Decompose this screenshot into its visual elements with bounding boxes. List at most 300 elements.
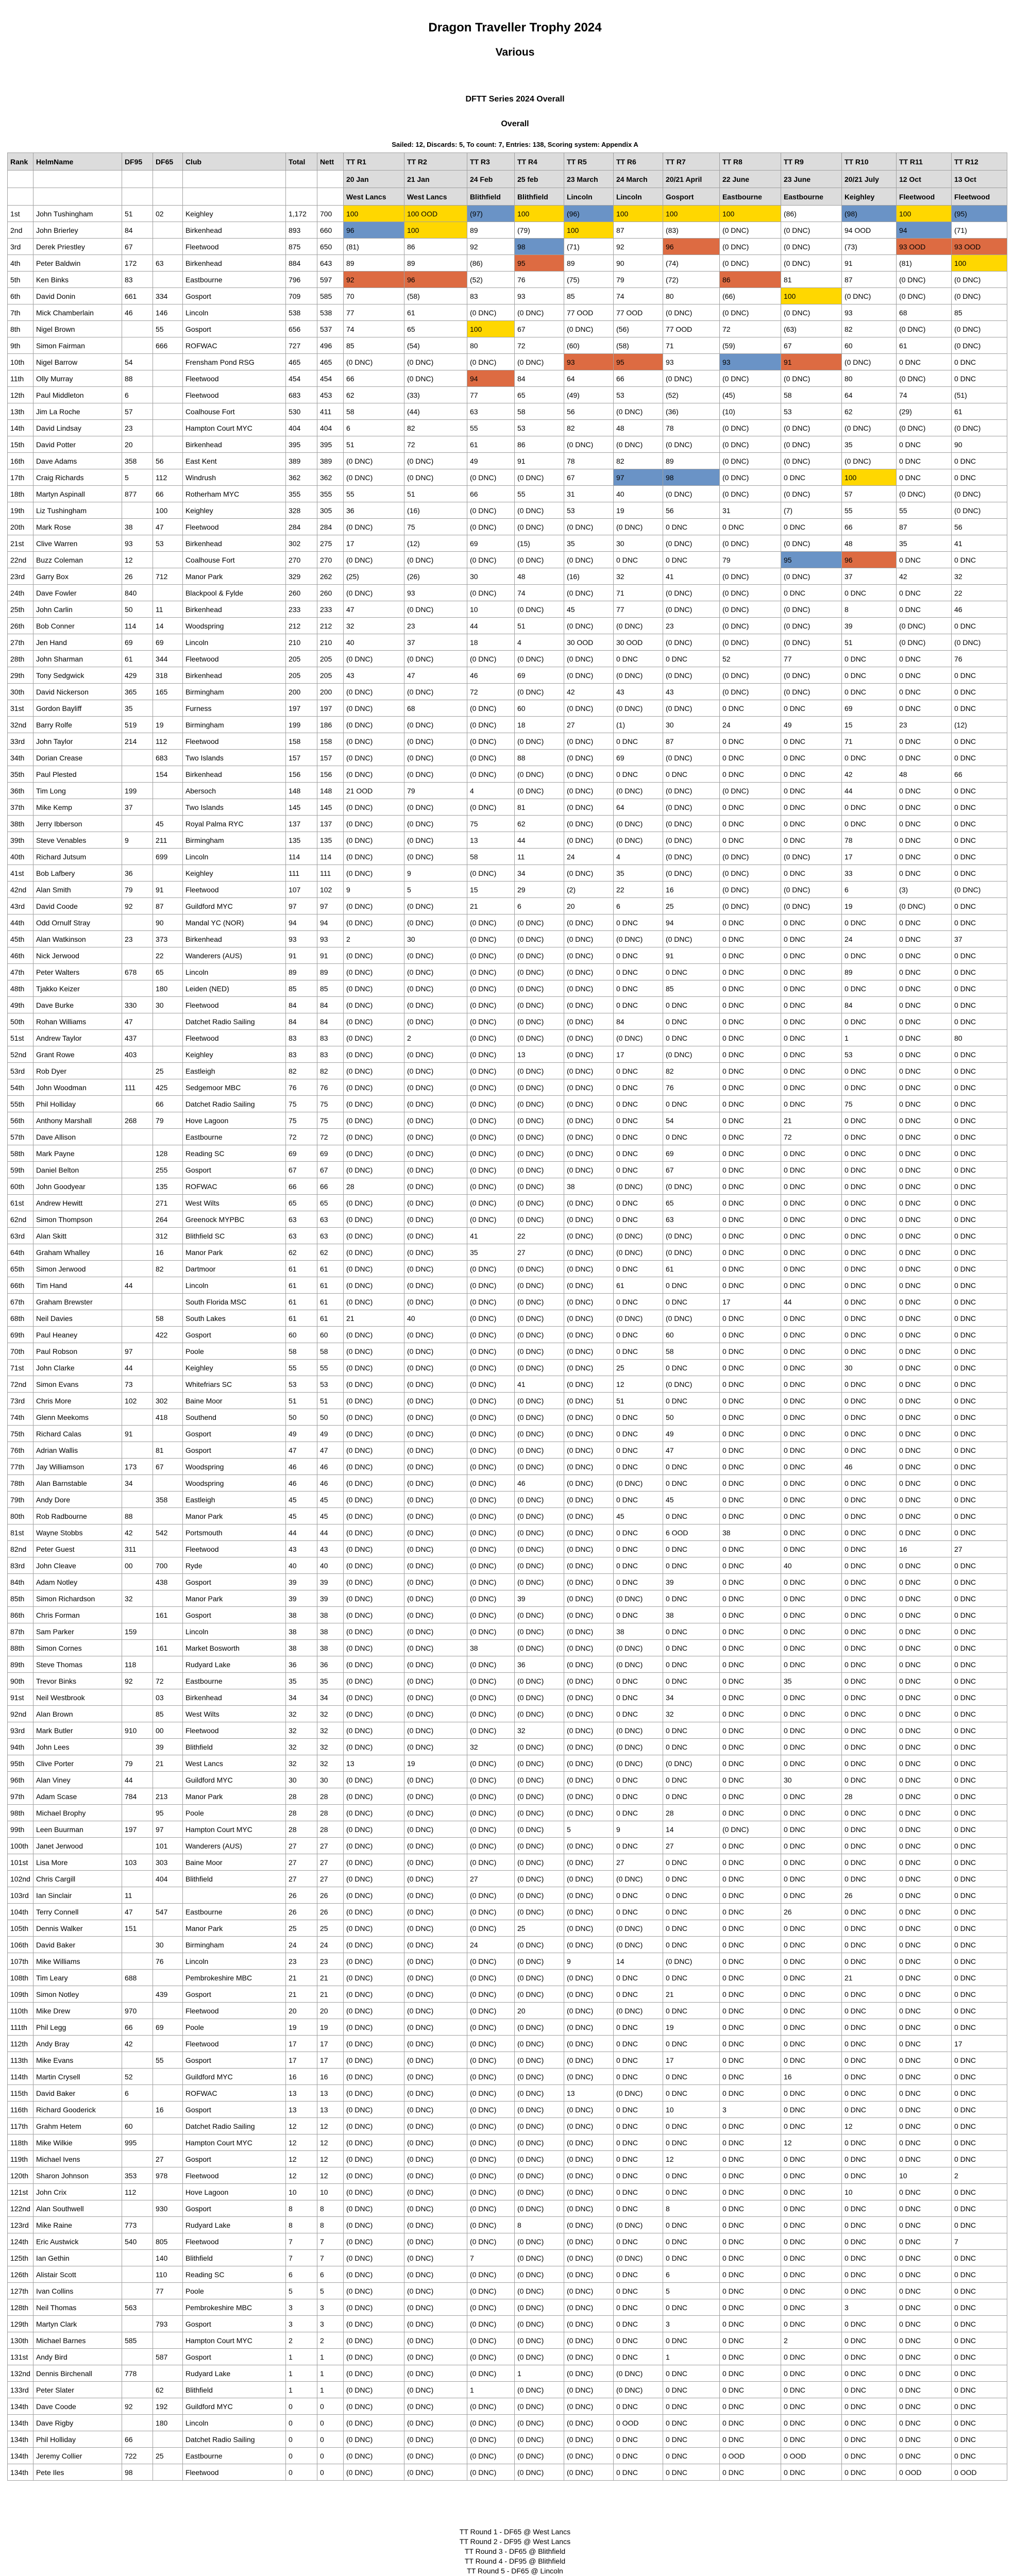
race-score-cell: (0 DNC) xyxy=(719,783,781,799)
helm-name-cell: John Lees xyxy=(33,1739,122,1755)
race-score-cell: 48 xyxy=(896,766,951,783)
rank-cell: 9th xyxy=(8,337,33,354)
race-score-cell: 0 DNC xyxy=(896,2069,951,2085)
race-score-cell: 9 xyxy=(564,1953,613,1970)
table-row xyxy=(8,1360,1007,1376)
total-cell: 40 xyxy=(285,1557,317,1574)
table-row xyxy=(8,2431,1007,2448)
helm-name-cell: Mike Drew xyxy=(33,2003,122,2019)
helm-name-cell: John Tushingham xyxy=(33,206,122,222)
race-score-cell: (0 DNC) xyxy=(613,2382,663,2398)
nett-cell: 585 xyxy=(317,288,343,304)
race-score-cell: (0 DNC) xyxy=(951,634,1007,651)
race-score-cell: 0 DNC xyxy=(896,1129,951,1145)
race-score-cell: 0 DNC xyxy=(951,1706,1007,1722)
race-score-cell: 0 DNC xyxy=(781,964,841,980)
race-score-cell: (0 DNC) xyxy=(514,304,564,321)
df65-sail-cell xyxy=(153,799,182,816)
race-score-cell: (0 DNC) xyxy=(343,1623,404,1640)
race-score-cell: 0 DNC xyxy=(951,1459,1007,1475)
df65-sail-cell xyxy=(153,1046,182,1063)
df95-sail-cell: 103 xyxy=(122,1854,153,1871)
race-score-cell: (0 DNC) xyxy=(613,1178,663,1195)
race-score-cell: 0 DNC xyxy=(841,1986,896,2003)
race-score-cell: 0 DNC xyxy=(951,1805,1007,1821)
race-score-cell: 0 DNC xyxy=(896,2134,951,2151)
club-cell: Fleetwood xyxy=(182,387,285,403)
race-score-cell: 5 xyxy=(663,2283,719,2299)
race-score-cell: 2 xyxy=(343,931,404,947)
table-row xyxy=(8,1689,1007,1706)
nett-cell: 186 xyxy=(317,717,343,733)
df65-sail-cell: 25 xyxy=(153,2448,182,2464)
nett-cell: 32 xyxy=(317,1739,343,1755)
race-header-date: 12 Oct xyxy=(896,171,951,188)
club-cell: Portsmouth xyxy=(182,1524,285,1541)
rank-cell: 62nd xyxy=(8,1211,33,1228)
df65-sail-cell xyxy=(153,354,182,370)
race-score-cell: (0 DNC) xyxy=(343,1376,404,1393)
race-score-cell: 0 DNC xyxy=(613,1327,663,1343)
helm-name-cell: Barry Rolfe xyxy=(33,717,122,733)
rank-cell: 115th xyxy=(8,2085,33,2102)
df95-sail-cell xyxy=(122,1063,153,1079)
helm-name-cell: Clive Porter xyxy=(33,1755,122,1772)
race-score-cell: 0 DNC xyxy=(719,1178,781,1195)
race-score-cell: 60 xyxy=(841,337,896,354)
race-score-cell: (0 DNC) xyxy=(514,601,564,618)
race-score-cell: 0 DNC xyxy=(781,1788,841,1805)
header-row-venue xyxy=(8,188,1007,206)
df95-sail-cell: 88 xyxy=(122,370,153,387)
race-score-cell: (0 DNC) xyxy=(514,931,564,947)
race-score-cell: (0 DNC) xyxy=(467,1277,514,1294)
race-score-cell: 0 DNC xyxy=(951,799,1007,816)
race-score-cell: 100 xyxy=(564,222,613,239)
race-score-cell: 65 xyxy=(514,387,564,403)
race-score-cell: 61 xyxy=(613,1277,663,1294)
race-score-cell: 6 OOD xyxy=(663,1524,719,1541)
race-score-cell: (3) xyxy=(896,882,951,898)
race-score-cell: (0 DNC) xyxy=(404,1178,467,1195)
nett-cell: 12 xyxy=(317,2167,343,2184)
race-score-cell: 0 DNC xyxy=(663,1475,719,1492)
race-score-cell: 0 DNC xyxy=(663,1871,719,1887)
race-score-cell: 0 DNC xyxy=(841,2036,896,2052)
race-score-cell: (0 DNC) xyxy=(343,766,404,783)
df95-sail-cell: 661 xyxy=(122,288,153,304)
round-legend-item: TT Round 4 - DF95 @ Blithfield xyxy=(464,2557,566,2565)
race-score-cell: 0 DNC xyxy=(781,1261,841,1277)
race-score-cell: (0 DNC) xyxy=(613,1228,663,1244)
race-score-cell: 0 DNC xyxy=(896,2184,951,2200)
club-cell: Birkenhead xyxy=(182,535,285,552)
nett-cell: 700 xyxy=(317,206,343,222)
race-score-cell: (0 DNC) xyxy=(841,453,896,469)
race-score-cell: (0 DNC) xyxy=(564,1492,613,1508)
race-score-cell: (0 DNC) xyxy=(467,1574,514,1590)
race-score-cell: 48 xyxy=(841,535,896,552)
race-score-cell: (0 DNC) xyxy=(951,288,1007,304)
helm-name-cell: Anthony Marshall xyxy=(33,1112,122,1129)
df95-sail-cell: 678 xyxy=(122,964,153,980)
nett-cell: 453 xyxy=(317,387,343,403)
race-score-cell: (0 DNC) xyxy=(404,964,467,980)
race-score-cell: 0 DNC xyxy=(951,1689,1007,1706)
race-score-cell: (81) xyxy=(896,255,951,272)
df65-sail-cell xyxy=(153,2299,182,2316)
df65-sail-cell xyxy=(153,2036,182,2052)
total-cell: 260 xyxy=(285,585,317,601)
table-row xyxy=(8,849,1007,865)
race-score-cell: (0 DNC) xyxy=(951,337,1007,354)
race-score-cell: (0 DNC) xyxy=(781,222,841,239)
race-score-cell: 0 DNC xyxy=(951,980,1007,997)
race-score-cell: 0 DNC xyxy=(841,667,896,684)
helm-name-cell: Peter Walters xyxy=(33,964,122,980)
race-score-cell: (0 DNC) xyxy=(564,2382,613,2398)
race-score-cell: (71) xyxy=(564,239,613,255)
race-score-cell: 0 DNC xyxy=(841,2085,896,2102)
race-score-cell: 0 DNC xyxy=(781,914,841,931)
race-score-cell: (0 DNC) xyxy=(663,634,719,651)
race-score-cell: (0 DNC) xyxy=(564,1063,613,1079)
nett-cell: 24 xyxy=(317,1937,343,1953)
table-row xyxy=(8,2398,1007,2415)
race-score-cell: 41 xyxy=(951,535,1007,552)
df65-sail-cell xyxy=(153,865,182,882)
club-cell: East Kent xyxy=(182,453,285,469)
race-score-cell: 0 DNC xyxy=(896,2283,951,2299)
nett-cell: 0 xyxy=(317,2464,343,2481)
helm-name-cell: Paul Middleton xyxy=(33,387,122,403)
race-score-cell: 56 xyxy=(663,502,719,519)
race-score-cell: 0 DNC xyxy=(613,1261,663,1277)
race-score-cell: 0 DNC xyxy=(896,832,951,849)
race-score-cell: 0 DNC xyxy=(841,1063,896,1079)
total-cell: 13 xyxy=(285,2102,317,2118)
race-score-cell: 0 DNC xyxy=(719,1590,781,1607)
race-score-cell: (0 DNC) xyxy=(514,1706,564,1722)
race-score-cell: (0 DNC) xyxy=(404,2283,467,2299)
race-score-cell: 0 DNC xyxy=(841,2349,896,2365)
df65-sail-cell: 146 xyxy=(153,304,182,321)
helm-name-cell: Dave Burke xyxy=(33,997,122,1013)
race-score-cell: 0 DNC xyxy=(896,1689,951,1706)
race-score-cell: (0 DNC) xyxy=(564,1541,613,1557)
race-score-cell: (0 DNC) xyxy=(564,1871,613,1887)
race-score-cell: (0 DNC) xyxy=(343,1426,404,1442)
race-score-cell: (0 DNC) xyxy=(781,239,841,255)
race-score-cell: 0 DNC xyxy=(663,766,719,783)
race-score-cell: 0 DNC xyxy=(841,1277,896,1294)
race-score-cell: 0 DNC xyxy=(896,1722,951,1739)
race-score-cell: (0 DNC) xyxy=(564,1162,613,1178)
race-score-cell: 61 xyxy=(467,436,514,453)
total-cell: 21 xyxy=(285,1970,317,1986)
race-score-cell: (0 DNC) xyxy=(343,1557,404,1574)
race-score-cell: 47 xyxy=(404,667,467,684)
race-score-cell: (0 DNC) xyxy=(781,420,841,436)
club-cell: Fleetwood xyxy=(182,2003,285,2019)
total-cell: 302 xyxy=(285,535,317,552)
race-score-cell: (0 DNC) xyxy=(404,750,467,766)
rank-cell: 10th xyxy=(8,354,33,370)
club-cell: Fleetwood xyxy=(182,2233,285,2250)
helm-name-cell: Buzz Coleman xyxy=(33,552,122,568)
race-score-cell: (0 DNC) xyxy=(564,1838,613,1854)
club-cell: Fleetwood xyxy=(182,651,285,667)
table-row xyxy=(8,783,1007,799)
nett-cell: 12 xyxy=(317,2134,343,2151)
df95-sail-cell xyxy=(122,1261,153,1277)
race-score-cell: 0 DNC xyxy=(896,2250,951,2266)
club-cell: Keighley xyxy=(182,502,285,519)
race-score-cell: 0 DNC xyxy=(781,865,841,882)
df95-sail-cell: 159 xyxy=(122,1623,153,1640)
race-header-date: 23 June xyxy=(781,171,841,188)
race-score-cell: (0 DNC) xyxy=(719,568,781,585)
table-row xyxy=(8,1442,1007,1459)
race-score-cell: 0 DNC xyxy=(896,1640,951,1656)
nett-cell: 2 xyxy=(317,2332,343,2349)
race-score-cell: 100 xyxy=(467,321,514,337)
race-score-cell: (0 DNC) xyxy=(564,2250,613,2266)
race-score-cell: (0 DNC) xyxy=(781,370,841,387)
nett-cell: 5 xyxy=(317,2283,343,2299)
race-score-cell: (0 DNC) xyxy=(343,1195,404,1211)
rank-cell: 104th xyxy=(8,1904,33,1920)
race-score-cell: 0 DNC xyxy=(663,2167,719,2184)
race-score-cell: 0 DNC xyxy=(663,651,719,667)
race-score-cell: (0 DNC) xyxy=(467,1805,514,1821)
race-score-cell: (0 DNC) xyxy=(613,2365,663,2382)
race-score-cell: 44 xyxy=(467,618,514,634)
race-score-cell: (0 DNC) xyxy=(564,1805,613,1821)
race-score-cell: 0 DNC xyxy=(951,2118,1007,2134)
race-score-cell: (0 DNC) xyxy=(564,1689,613,1706)
table-row xyxy=(8,420,1007,436)
df65-sail-cell xyxy=(153,2085,182,2102)
race-score-cell: 0 DNC xyxy=(719,2118,781,2134)
df65-sail-cell: 101 xyxy=(153,1838,182,1854)
helm-name-cell: Michael Ivens xyxy=(33,2151,122,2167)
race-score-cell: (0 DNC) xyxy=(404,1211,467,1228)
df65-sail-cell xyxy=(153,1475,182,1492)
race-score-cell: (0 DNC) xyxy=(663,535,719,552)
df95-sail-cell: 722 xyxy=(122,2448,153,2464)
race-score-cell: (0 DNC) xyxy=(564,1706,613,1722)
race-score-cell: (0 DNC) xyxy=(467,651,514,667)
race-score-cell: (0 DNC) xyxy=(663,816,719,832)
race-score-cell: (0 DNC) xyxy=(514,1129,564,1145)
total-cell: 32 xyxy=(285,1722,317,1739)
race-score-cell: (0 DNC) xyxy=(564,2052,613,2069)
nett-cell: 7 xyxy=(317,2250,343,2266)
race-score-cell: 13 xyxy=(467,832,514,849)
df65-sail-cell: 65 xyxy=(153,964,182,980)
race-score-cell: 0 DNC xyxy=(663,1623,719,1640)
rank-cell: 41st xyxy=(8,865,33,882)
club-cell: Blithfield xyxy=(182,1739,285,1755)
club-cell: Birmingham xyxy=(182,832,285,849)
table-row xyxy=(8,2448,1007,2464)
race-score-cell: (0 DNC) xyxy=(514,733,564,750)
race-header-date: 24 Feb xyxy=(467,171,514,188)
table-row xyxy=(8,799,1007,816)
race-score-cell: 0 DNC xyxy=(781,1656,841,1673)
table-row xyxy=(8,1228,1007,1244)
race-score-cell: 66 xyxy=(841,519,896,535)
helm-name-cell: Nigel Barrow xyxy=(33,354,122,370)
rank-cell: 34th xyxy=(8,750,33,766)
race-score-cell: 0 DNC xyxy=(781,816,841,832)
race-score-cell: (0 DNC) xyxy=(467,2415,514,2431)
helm-name-cell: Bob Conner xyxy=(33,618,122,634)
df95-sail-cell: 83 xyxy=(122,272,153,288)
race-score-cell: 0 DNC xyxy=(781,1063,841,1079)
race-score-cell: (0 DNC) xyxy=(467,2003,514,2019)
race-score-cell: (0 DNC) xyxy=(564,2299,613,2316)
race-score-cell: 0 DNC xyxy=(613,1459,663,1475)
race-score-cell: (0 DNC) xyxy=(343,980,404,997)
helm-name-cell: Grant Rowe xyxy=(33,1046,122,1063)
df65-sail-cell: 439 xyxy=(153,1986,182,2003)
race-score-cell: 0 DNC xyxy=(896,2415,951,2431)
race-score-cell: 50 xyxy=(663,1409,719,1426)
race-score-cell: 0 DNC xyxy=(951,1442,1007,1459)
df95-sail-cell: 66 xyxy=(122,2019,153,2036)
nett-cell: 32 xyxy=(317,1722,343,1739)
race-score-cell: (0 DNC) xyxy=(404,2200,467,2217)
rank-cell: 53rd xyxy=(8,1063,33,1079)
race-score-cell: (0 DNC) xyxy=(404,980,467,997)
helm-name-cell: Jen Hand xyxy=(33,634,122,651)
race-score-cell: 16 xyxy=(663,882,719,898)
race-score-cell: (0 DNC) xyxy=(343,1360,404,1376)
total-cell: 28 xyxy=(285,1805,317,1821)
race-score-cell: 0 DNC xyxy=(781,783,841,799)
nett-cell: 137 xyxy=(317,816,343,832)
race-score-cell: (0 DNC) xyxy=(514,1838,564,1854)
race-score-cell: (0 DNC) xyxy=(564,2398,613,2415)
race-score-cell: (0 DNC) xyxy=(404,1805,467,1821)
race-score-cell: (0 DNC) xyxy=(781,453,841,469)
race-score-cell: 0 DNC xyxy=(841,1689,896,1706)
nett-cell: 102 xyxy=(317,882,343,898)
table-row xyxy=(8,865,1007,882)
race-score-cell: (0 DNC) xyxy=(404,601,467,618)
rank-cell: 8th xyxy=(8,321,33,337)
race-score-cell: 0 DNC xyxy=(719,1722,781,1739)
rank-cell: 18th xyxy=(8,486,33,502)
race-score-cell: (0 DNC) xyxy=(467,1854,514,1871)
race-score-cell: (0 DNC) xyxy=(343,2398,404,2415)
helm-name-cell: Dave Rigby xyxy=(33,2415,122,2431)
nett-cell: 49 xyxy=(317,1426,343,1442)
rank-cell: 61st xyxy=(8,1195,33,1211)
race-score-cell: 42 xyxy=(564,684,613,700)
race-score-cell: 51 xyxy=(514,618,564,634)
df95-sail-cell xyxy=(122,1937,153,1953)
race-score-cell: (0 DNC) xyxy=(514,502,564,519)
race-score-cell: 80 xyxy=(467,337,514,354)
total-cell: 0 xyxy=(285,2448,317,2464)
race-score-cell: (0 DNC) xyxy=(404,2217,467,2233)
rank-cell: 85th xyxy=(8,1590,33,1607)
table-row xyxy=(8,1722,1007,1739)
df95-sail-cell: 403 xyxy=(122,1046,153,1063)
race-score-cell: (0 DNC) xyxy=(613,1244,663,1261)
race-score-cell: (0 DNC) xyxy=(467,1360,514,1376)
helm-name-cell: Simon Cornes xyxy=(33,1640,122,1656)
race-score-cell: 0 DNC xyxy=(613,1426,663,1442)
race-score-cell: 57 xyxy=(841,486,896,502)
rank-cell: 88th xyxy=(8,1640,33,1656)
total-cell: 0 xyxy=(285,2464,317,2481)
race-score-cell: (0 DNC) xyxy=(514,1673,564,1689)
helm-name-cell: Sam Parker xyxy=(33,1623,122,1640)
race-score-cell: 27 xyxy=(564,717,613,733)
race-score-cell: 0 DNC xyxy=(896,1096,951,1112)
race-score-cell: 0 DNC xyxy=(781,1162,841,1178)
helm-name-cell: Trevor Binks xyxy=(33,1673,122,1689)
club-cell: Woodspring xyxy=(182,1475,285,1492)
race-score-cell: (0 DNC) xyxy=(343,1854,404,1871)
club-cell: Gosport xyxy=(182,1442,285,1459)
total-cell: 47 xyxy=(285,1442,317,1459)
club-cell: Blithfield xyxy=(182,2382,285,2398)
table-row xyxy=(8,1821,1007,1838)
race-score-cell: (0 DNC) xyxy=(514,1261,564,1277)
race-score-cell: 93 xyxy=(841,304,896,321)
table-row xyxy=(8,1838,1007,1854)
race-score-cell: 0 DNC xyxy=(719,1640,781,1656)
df65-sail-cell: 135 xyxy=(153,1178,182,1195)
race-score-cell: 0 DNC xyxy=(951,1904,1007,1920)
race-score-cell: (0 DNC) xyxy=(564,2069,613,2085)
total-cell: 1 xyxy=(285,2349,317,2365)
race-score-cell: 0 DNC xyxy=(951,1557,1007,1574)
race-score-cell: 0 DNC xyxy=(951,816,1007,832)
df95-sail-cell: 79 xyxy=(122,1755,153,1772)
race-header-label: TT R5 xyxy=(564,153,613,171)
race-score-cell: 3 xyxy=(841,2299,896,2316)
total-cell: 49 xyxy=(285,1426,317,1442)
total-cell: 328 xyxy=(285,502,317,519)
race-score-cell: 0 DNC xyxy=(896,1475,951,1492)
race-score-cell: 0 DNC xyxy=(896,585,951,601)
race-score-cell: (0 DNC) xyxy=(343,1162,404,1178)
race-score-cell: (0 DNC) xyxy=(663,1755,719,1772)
race-score-cell: 60 xyxy=(514,700,564,717)
helm-name-cell: Graham Brewster xyxy=(33,1294,122,1310)
total-cell: 465 xyxy=(285,354,317,370)
nett-cell: 12 xyxy=(317,2151,343,2167)
total-cell: 12 xyxy=(285,2134,317,2151)
race-score-cell: 49 xyxy=(467,453,514,469)
race-score-cell: 0 DNC xyxy=(613,1524,663,1541)
df95-sail-cell: 88 xyxy=(122,1508,153,1524)
race-score-cell: (0 DNC) xyxy=(404,2332,467,2349)
df65-sail-cell: 55 xyxy=(153,2052,182,2069)
race-score-cell: (0 DNC) xyxy=(514,1195,564,1211)
total-cell: 329 xyxy=(285,568,317,585)
race-score-cell: (0 DNC) xyxy=(404,1920,467,1937)
race-score-cell: 0 DNC xyxy=(781,1277,841,1294)
race-score-cell: (0 DNC) xyxy=(467,2398,514,2415)
race-score-cell: 0 DNC xyxy=(951,2266,1007,2283)
